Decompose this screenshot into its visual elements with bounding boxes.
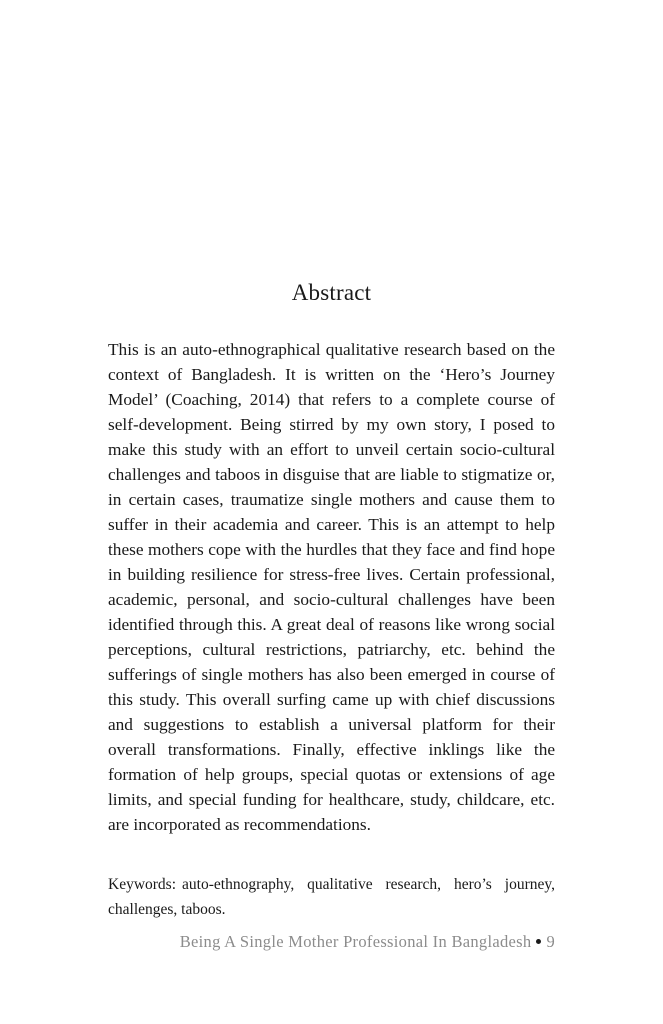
- running-title: Being A Single Mother Professional In Bangladesh: [179, 932, 532, 951]
- page-number: 9: [546, 932, 555, 951]
- abstract-body: This is an auto-ethnographical qualitative research based on the context of Bangladesh. It is written on the ‘Hero’s Journey Model’ (Coaching, 2014) that refers to a complete course of self-development. Being stirred by my own story, I posed to make this study with an effort to unveil certain socio-cultural challenges and taboos in disguise that are liable to stigmatize or, in certain cases, traumatize single mothers and cause them to suffer in their academia and career. This is an attempt to help these mothers cope with the hurdles that they face and find hope in building resilience for stress-free lives. Certain professional, academic, personal, and socio-cultural challenges have been identified through this. A great deal of reasons like wrong social perceptions, cultural restrictions, patriarchy, etc. behind the sufferings of single mothers has also been emerged in course of this study. This overall surfing came up with chief discussions and suggestions to establish a universal platform for their overall transformations. Finally, effective inklings like the formation of help groups, special quotas or extensions of age limits, and special funding for healthcare, study, childcare, etc. are incorporated as recommendations.: [108, 340, 555, 834]
- page-title: Abstract: [291, 280, 372, 305]
- keywords-label: Keywords:: [108, 876, 177, 893]
- keywords-list: auto-ethnography, qualitative research, hero’s journey, challenges, taboos.: [108, 876, 555, 918]
- page-footer: [108, 932, 555, 952]
- keywords-line: [108, 872, 555, 922]
- bullet-separator-icon: [536, 939, 541, 944]
